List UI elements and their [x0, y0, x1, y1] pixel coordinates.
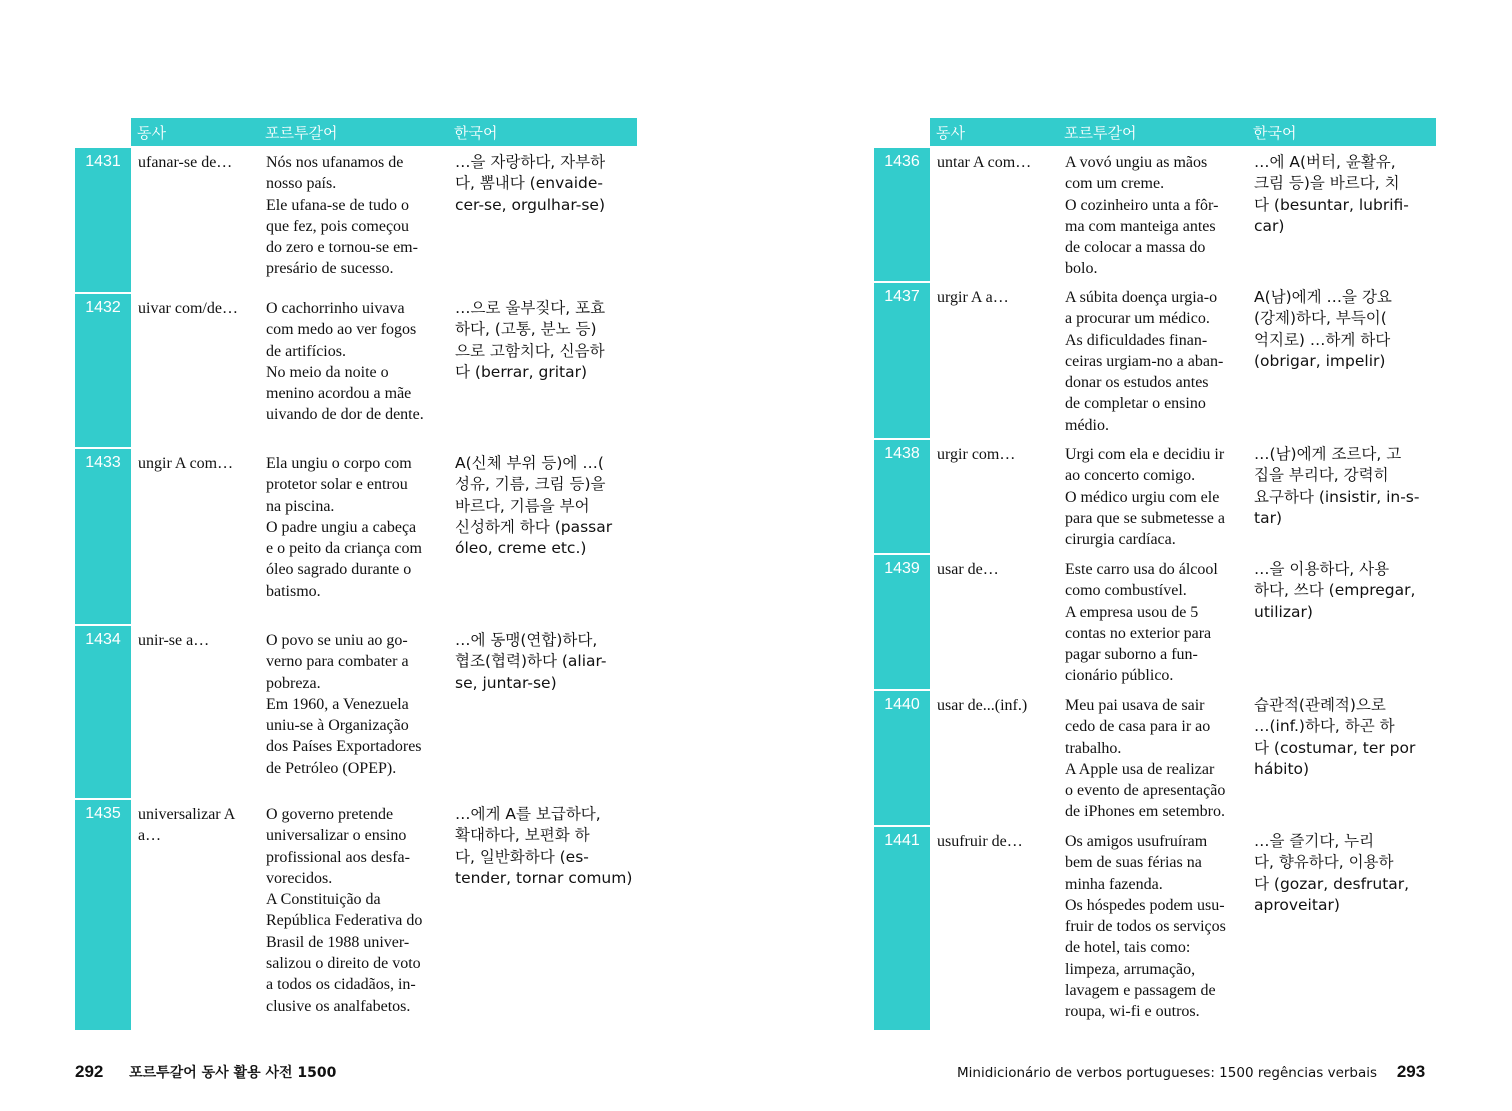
entry-number: 1437 [874, 283, 930, 438]
entry-row [75, 148, 637, 288]
entry-verb: usar de… [937, 561, 999, 578]
korean-line: 확대하다, 보편화 하 [455, 826, 590, 845]
entry-examples [266, 804, 448, 1017]
example-line: profissional aos desfa- [266, 848, 410, 866]
example-line: cirurgia cardíaca. [1065, 531, 1176, 549]
korean-line: 집을 부리다, 강력히 [1254, 466, 1389, 485]
example-line: de hotel, tais como: [1065, 939, 1191, 957]
example-line: e o peito da criança com [266, 540, 422, 558]
example-line: nosso país. [266, 175, 337, 193]
entry-row [75, 800, 637, 1026]
korean-line: 다 (berrar, gritar) [455, 362, 588, 381]
entry-row [75, 449, 637, 620]
example-line: O governo pretende [266, 806, 394, 823]
left-footer [75, 1062, 336, 1082]
example-line: A Constituição da [266, 891, 381, 909]
example-line: batismo. [266, 582, 321, 600]
entry-korean [1254, 444, 1436, 529]
korean-line: 요구하다 (insistir, in-s- [1254, 487, 1420, 506]
entry-examples [266, 630, 448, 779]
entry-number: 1434 [75, 626, 131, 798]
example-line: bem de suas férias na [1065, 854, 1202, 872]
entry-verb: unir-se a… [138, 632, 210, 649]
example-line: pagar suborno a fun- [1065, 646, 1198, 664]
korean-line: 억지로) …하게 하다 [1254, 330, 1391, 349]
example-line: de iPhones em setembro. [1065, 803, 1225, 821]
entry-verb: urgir com… [937, 446, 1016, 463]
example-line: ao concerto comigo. [1065, 467, 1196, 485]
entry-korean [1254, 695, 1436, 780]
korean-line: 다, 일반화하다 (es- [455, 847, 589, 866]
entry-verb: ungir A com… [138, 455, 234, 472]
example-line: A Apple usa de realizar [1065, 760, 1215, 778]
example-line: roupa, wi-fi e outros. [1065, 1003, 1200, 1021]
example-line: Ele ufana-se de tudo o [266, 196, 410, 214]
table-header [930, 118, 1436, 146]
korean-line: (강제)하다, 부득이( [1254, 309, 1387, 328]
entry-row [874, 440, 1436, 549]
example-line: de artifícios. [266, 342, 346, 360]
entry-examples [1065, 287, 1247, 436]
korean-line: óleo, creme etc.) [455, 539, 587, 558]
example-line: O padre ungiu a cabeça [266, 518, 417, 536]
entry-korean [1254, 559, 1436, 623]
example-line: salizou o direito de voto [266, 955, 421, 973]
korean-line: tar) [1254, 508, 1282, 527]
entry-korean [455, 804, 637, 889]
entry-korean [1254, 287, 1436, 372]
entry-verb: universalizar A a… [138, 806, 235, 845]
entry-row [75, 294, 637, 443]
example-line: Os hóspedes podem usu- [1065, 896, 1225, 914]
korean-line: …을 이용하다, 사용 [1254, 560, 1390, 578]
korean-line: …에 A(버터, 윤활유, [1254, 153, 1396, 171]
example-line: a procurar um médico. [1065, 310, 1210, 328]
example-line: A empresa usou de 5 [1065, 603, 1199, 621]
example-line: A vovó ungiu as mãos [1065, 154, 1208, 171]
example-line: como combustível. [1065, 582, 1187, 600]
entry-verb: untar A com… [937, 154, 1032, 171]
entry-number: 1438 [874, 440, 930, 553]
korean-line: 크림 등)을 바르다, 치 [1254, 174, 1400, 193]
korean-line: hábito) [1254, 759, 1310, 778]
example-line: cedo de casa para ir ao [1065, 718, 1211, 736]
entry-verb: urgir A a… [937, 289, 1009, 306]
example-line: Este carro usa do álcool [1065, 561, 1218, 578]
entry-korean [455, 152, 637, 216]
example-line: ceiras urgiam-no a aban- [1065, 352, 1224, 370]
example-line: universalizar o ensino [266, 827, 407, 845]
example-line: República Federativa do [266, 912, 423, 930]
korean-line: A(남)에게 …을 강요 [1254, 288, 1392, 306]
example-line: Brasil de 1988 univer- [266, 933, 410, 951]
example-line: o evento de apresentação [1065, 782, 1226, 800]
book-title-portuguese: Minidicionário de verbos portugueses: 1500 regências verbais [957, 1065, 1378, 1081]
header-verb: 동사 [936, 124, 965, 142]
korean-line: …을 자랑하다, 자부하 [455, 153, 606, 171]
entry-verb: usufruir de… [937, 833, 1023, 850]
example-line: Os amigos usufruíram [1065, 833, 1208, 850]
entry-verb: usar de...(inf.) [937, 697, 1028, 714]
entry-number: 1435 [75, 800, 131, 1030]
example-line: de completar o ensino [1065, 395, 1206, 413]
entry-examples [1065, 695, 1247, 823]
example-line: clusive os analfabetos. [266, 997, 411, 1015]
entry-verb: uivar com/de… [138, 300, 238, 317]
example-line: contas no exterior para [1065, 624, 1212, 642]
example-line: com medo ao ver fogos [266, 321, 417, 339]
example-line: limpeza, arrumação, [1065, 960, 1196, 978]
entry-korean [455, 298, 637, 383]
korean-line: …을 즐기다, 누리 [1254, 832, 1375, 850]
example-line: que fez, pois começou [266, 217, 410, 235]
korean-line: 신성하게 하다 (passar [455, 517, 613, 536]
korean-line: (obrigar, impelir) [1254, 351, 1386, 370]
entry-korean [455, 453, 637, 559]
example-line: minha fazenda. [1065, 875, 1163, 893]
example-line: No meio da noite o [266, 363, 389, 381]
korean-line: utilizar) [1254, 602, 1313, 621]
example-line: de Petróleo (OPEP). [266, 759, 397, 777]
entry-examples [1065, 831, 1247, 1023]
korean-line: …에게 A를 보급하다, [455, 805, 601, 823]
entry-examples [1065, 559, 1247, 687]
header-verb: 동사 [137, 124, 166, 142]
example-line: lavagem e passagem de [1065, 982, 1216, 1000]
header-portuguese: 포르투갈어 [265, 124, 338, 142]
example-line: óleo sagrado durante o [266, 561, 412, 579]
korean-line: 습관적(관례적)으로 [1254, 696, 1386, 714]
example-line: protetor solar e entrou [266, 476, 408, 494]
header-portuguese: 포르투갈어 [1064, 124, 1137, 142]
korean-line: tender, tornar comum) [455, 868, 633, 887]
korean-line: cer-se, orgulhar-se) [455, 195, 606, 214]
korean-line: 다, 향유하다, 이용하 [1254, 853, 1394, 872]
korean-line: se, juntar-se) [455, 673, 557, 692]
entry-number: 1440 [874, 691, 930, 825]
korean-line: 다 (gozar, desfrutar, [1254, 874, 1410, 893]
korean-line: 다 (costumar, ter por [1254, 738, 1416, 757]
example-line: verno para combater a [266, 653, 409, 671]
table-header [131, 118, 637, 146]
example-line: A súbita doença urgia-o [1065, 289, 1218, 306]
entry-examples [266, 298, 448, 426]
korean-line: 협조(협력)하다 (aliar- [455, 652, 607, 671]
korean-line: 하다, (고통, 분노 등) [455, 320, 597, 339]
entry-number: 1433 [75, 449, 131, 624]
example-line: a todos os cidadãos, in- [266, 976, 416, 994]
example-line: O médico urgiu com ele [1065, 488, 1220, 506]
korean-line: …에 동맹(연합)하다, [455, 631, 598, 649]
entry-number: 1432 [75, 294, 131, 447]
korean-line: 하다, 쓰다 (empregar, [1254, 581, 1416, 600]
entry-number: 1431 [75, 148, 131, 292]
example-line: donar os estudos antes [1065, 374, 1209, 392]
page-number: 293 [1396, 1062, 1426, 1081]
example-line: Em 1960, a Venezuela [266, 695, 409, 713]
korean-line: 성유, 기름, 크림 등)을 [455, 475, 606, 494]
example-line: de colocar a massa do [1065, 239, 1206, 257]
page-number: 292 [75, 1062, 104, 1081]
example-line: cionário público. [1065, 667, 1174, 685]
example-line: Ela ungiu o corpo com [266, 455, 412, 472]
entry-row [874, 148, 1436, 277]
korean-line: 다 (besuntar, lubrifi- [1254, 195, 1409, 214]
example-line: ma com manteiga antes [1065, 217, 1216, 235]
entry-korean [1254, 831, 1436, 916]
entry-number: 1439 [874, 555, 930, 689]
header-korean: 한국어 [454, 124, 498, 142]
example-line: presário de sucesso. [266, 260, 394, 278]
right-footer [957, 1062, 1425, 1082]
example-line: pobreza. [266, 674, 321, 692]
example-line: com um creme. [1065, 175, 1165, 193]
entry-row [874, 827, 1436, 1026]
entry-examples [1065, 152, 1247, 280]
example-line: O cozinheiro unta a fôr- [1065, 196, 1219, 214]
example-line: As dificuldades finan- [1065, 331, 1208, 349]
entry-korean [1254, 152, 1436, 237]
example-line: Meu pai usava de sair [1065, 697, 1205, 714]
korean-line: aproveitar) [1254, 895, 1340, 914]
entry-row [874, 691, 1436, 821]
example-line: vorecidos. [266, 869, 333, 887]
header-korean: 한국어 [1253, 124, 1297, 142]
example-line: do zero e tornou-se em- [266, 239, 418, 257]
example-line: trabalho. [1065, 739, 1122, 757]
example-line: menino acordou a mãe [266, 385, 412, 403]
example-line: uivando de dor de dente. [266, 406, 424, 424]
korean-line: A(신체 부위 등)에 …( [455, 454, 604, 472]
book-title-korean: 포르투갈어 동사 활용 사전 1500 [129, 1065, 337, 1081]
entry-examples [266, 152, 448, 280]
korean-line: …(남)에게 조르다, 고 [1254, 445, 1402, 463]
korean-line: …으로 울부짖다, 포효 [455, 299, 606, 317]
example-line: fruir de todos os serviços [1065, 918, 1226, 936]
korean-line: 바르다, 기름을 부어 [455, 496, 590, 515]
example-line: O cachorrinho uivava [266, 300, 405, 317]
entry-number: 1436 [874, 148, 930, 281]
example-line: Nós nos ufanamos de [266, 154, 404, 171]
entry-row [874, 283, 1436, 434]
entry-examples [266, 453, 448, 602]
example-line: O povo se uniu ao go- [266, 632, 408, 649]
example-line: Urgi com ela e decidiu ir [1065, 446, 1225, 463]
example-line: na piscina. [266, 497, 335, 515]
example-line: médio. [1065, 416, 1109, 434]
korean-line: 다, 뽐내다 (envaide- [455, 174, 604, 193]
korean-line: 으로 고함치다, 신음하 [455, 341, 605, 360]
entry-korean [455, 630, 637, 694]
entry-number: 1441 [874, 827, 930, 1030]
entry-row [874, 555, 1436, 685]
korean-line: car) [1254, 216, 1285, 235]
entry-verb: ufanar-se de… [138, 154, 233, 171]
example-line: uniu-se à Organização [266, 717, 409, 735]
example-line: bolo. [1065, 260, 1098, 278]
example-line: para que se submetesse a [1065, 509, 1225, 527]
example-line: dos Países Exportadores [266, 738, 422, 756]
entry-row [75, 626, 637, 794]
entry-examples [1065, 444, 1247, 550]
korean-line: …(inf.)하다, 하곤 하 [1254, 717, 1395, 736]
